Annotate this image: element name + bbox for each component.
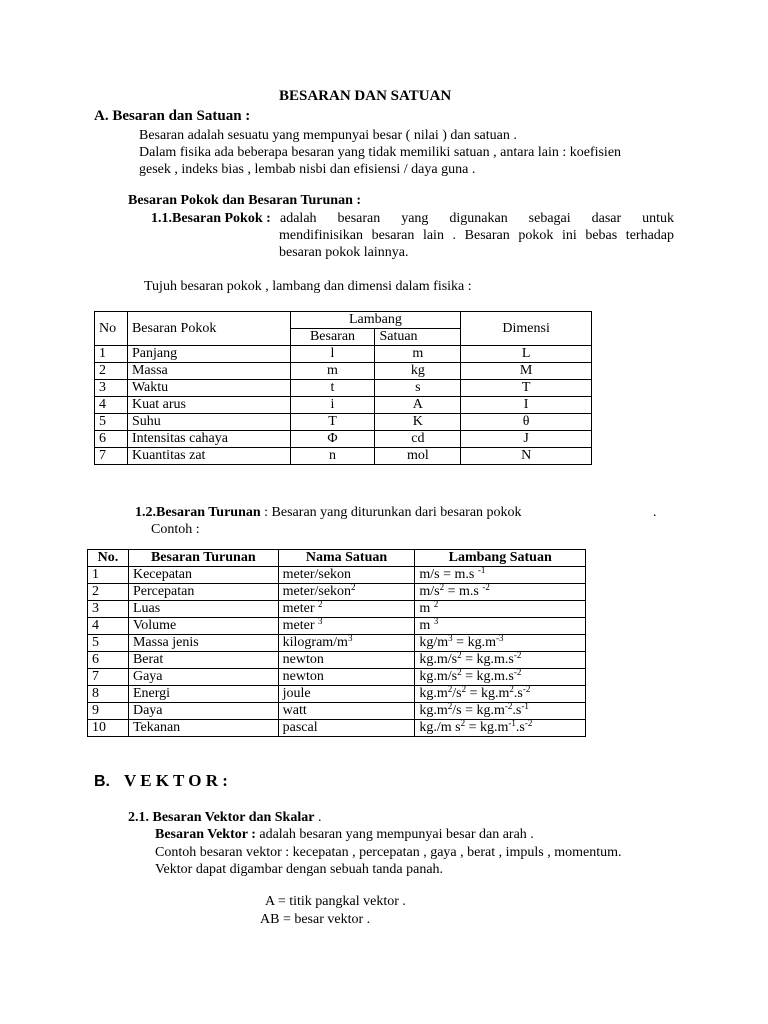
table-row xyxy=(88,686,586,703)
t2-cell-lambang-satuan: $kg.m^2/s^2 = kg.m^2.s^{-2}$ xyxy=(415,686,586,703)
t2-cell-nama-satuan: newton xyxy=(278,669,415,686)
t2-cell-no: 7 xyxy=(88,669,129,686)
t2-cell-besaran: Berat xyxy=(128,652,278,669)
t2-cell-lambang-satuan: $kg.m^2/s = kg.m^{-2}.s^{-1}$ xyxy=(415,703,586,720)
t2-cell-lambang-satuan: kg./m $s^2 = kg.m^{-1}.s^{-2}$ xyxy=(415,720,586,737)
t1-cell-no: 7 xyxy=(95,448,128,465)
t1-cell-lambang-satuan: cd xyxy=(375,431,461,448)
t2-cell-no: 6 xyxy=(88,652,129,669)
besaran-pokok-def-2: mendifinisikan besaran lain . Besaran pokok ini bebas terhadap xyxy=(279,228,674,243)
t1-cell-no: 2 xyxy=(95,363,128,380)
t1-cell-no: 1 xyxy=(95,346,128,363)
t1-cell-lambang-satuan: m xyxy=(375,346,461,363)
t2-cell-nama-satuan: watt xyxy=(278,703,415,720)
t1-cell-besaran: Suhu xyxy=(127,414,290,431)
titik-pangkal: A = titik pangkal vektor . xyxy=(265,894,406,909)
t1-cell-besaran: Waktu xyxy=(127,380,290,397)
besaran-pokok-label: 1.1.Besaran Pokok : xyxy=(151,211,271,226)
besaran-turunan-table xyxy=(87,549,586,737)
t1-cell-lambang-besaran: T xyxy=(290,414,375,431)
t1-cell-lambang-satuan: K xyxy=(375,414,461,431)
t2-cell-nama-satuan: pascal xyxy=(278,720,415,737)
t2-cell-nama-satuan: meter/sekon xyxy=(278,567,415,584)
table-row xyxy=(95,346,592,363)
vektor-skalar-dot: . xyxy=(314,810,322,825)
t1-cell-dimensi: J xyxy=(461,431,592,448)
t1-cell-no: 6 xyxy=(95,431,128,448)
t1-cell-dimensi: θ xyxy=(461,414,592,431)
besaran-vektor-text: adalah besaran yang mempunyai besar dan arah . xyxy=(255,827,534,842)
t2-cell-no: 8 xyxy=(88,686,129,703)
t1-cell-dimensi: L xyxy=(461,346,592,363)
table-row xyxy=(88,720,586,737)
t2-cell-no: 9 xyxy=(88,703,129,720)
t1-cell-lambang-besaran: i xyxy=(290,397,375,414)
besaran-pokok-def-1: adalah besaran yang digunakan sebagai dasar untuk xyxy=(280,211,674,226)
t2-cell-lambang-satuan: $kg.m/s^2 = kg.m.s^{-2}$ xyxy=(415,652,586,669)
table-row xyxy=(95,414,592,431)
t2-cell-nama-satuan: newton xyxy=(278,652,415,669)
t2-cell-lambang-satuan: $kg/m^3 = kg.m^{-3}$ xyxy=(415,635,586,652)
table-row xyxy=(95,431,592,448)
t1-cell-besaran: Kuantitas zat xyxy=(127,448,290,465)
t1-cell-lambang-satuan: kg xyxy=(375,363,461,380)
table-row xyxy=(88,635,586,652)
pokok-turunan-heading: Besaran Pokok dan Besaran Turunan : xyxy=(128,193,362,208)
table-row xyxy=(95,363,592,380)
section-a-line-3: gesek , indeks bias , lembab nisbi dan efisiensi / daya guna . xyxy=(139,162,476,177)
t1-cell-lambang-besaran: m xyxy=(290,363,375,380)
besaran-turunan-line xyxy=(135,505,522,521)
table-row xyxy=(95,448,592,465)
t1-cell-dimensi: N xyxy=(461,448,592,465)
section-a-heading: A. Besaran dan Satuan : xyxy=(94,108,251,124)
t1-cell-dimensi: M xyxy=(461,363,592,380)
besaran-pokok-table xyxy=(94,311,592,465)
t2-cell-nama-satuan: meter/sekon$^2$ xyxy=(278,584,415,601)
t2-cell-besaran: Volume xyxy=(128,618,278,635)
t2-cell-besaran: Energi xyxy=(128,686,278,703)
section-a-line-2: Dalam fisika ada beberapa besaran yang tidak memiliki satuan , antara lain : koefisien xyxy=(139,145,622,160)
t1-header-lambang-satuan: Satuan xyxy=(375,329,461,346)
contoh-label: Contoh : xyxy=(151,522,200,537)
table-row xyxy=(88,669,586,686)
t2-cell-nama-satuan: meter $^2$ xyxy=(278,601,415,618)
besaran-vektor-label: Besaran Vektor : xyxy=(155,827,256,842)
t1-header-no: No xyxy=(95,312,128,346)
page-title: BESARAN DAN SATUAN xyxy=(279,88,452,104)
t1-cell-besaran: Kuat arus xyxy=(127,397,290,414)
t2-cell-besaran: Gaya xyxy=(128,669,278,686)
t2-cell-lambang-satuan: m/s = m.s $^{-1}$ xyxy=(415,567,586,584)
t2-cell-lambang-satuan: $m/s^2 = m.s$ $^{-2}$ xyxy=(415,584,586,601)
t2-cell-no: 3 xyxy=(88,601,129,618)
t1-cell-besaran: Massa xyxy=(127,363,290,380)
vektor-skalar-heading: 2.1. Besaran Vektor dan Skalar xyxy=(128,810,315,825)
t1-cell-lambang-besaran: n xyxy=(290,448,375,465)
t1-cell-lambang-satuan: mol xyxy=(375,448,461,465)
t1-cell-lambang-satuan: s xyxy=(375,380,461,397)
t1-cell-no: 3 xyxy=(95,380,128,397)
t1-cell-dimensi: I xyxy=(461,397,592,414)
section-a-line-1: Besaran adalah sesuatu yang mempunyai besar ( nilai ) dan satuan . xyxy=(139,128,517,143)
t2-cell-lambang-satuan: $kg.m/s^2 = kg.m.s^{-2}$ xyxy=(415,669,586,686)
t2-cell-besaran: Massa jenis xyxy=(128,635,278,652)
t1-header-dimensi: Dimensi xyxy=(461,312,592,346)
contoh-vektor: Contoh besaran vektor : kecepatan , percepatan , gaya , berat , impuls , momentum. xyxy=(155,845,622,860)
t1-header-lambang-besaran: Besaran xyxy=(290,329,375,346)
vektor-panah: Vektor dapat digambar dengan sebuah tanda panah. xyxy=(155,862,444,877)
t1-cell-dimensi: T xyxy=(461,380,592,397)
table-row xyxy=(88,584,586,601)
t2-header-no: No. xyxy=(88,550,129,567)
t1-cell-lambang-satuan: A xyxy=(375,397,461,414)
t2-cell-lambang-satuan: m $^3$ xyxy=(415,618,586,635)
t2-header-lambang: Lambang Satuan xyxy=(415,550,586,567)
besaran-turunan-dot: . xyxy=(653,505,657,520)
t1-cell-no: 5 xyxy=(95,414,128,431)
t2-cell-nama-satuan: joule xyxy=(278,686,415,703)
t2-cell-besaran: Kecepatan xyxy=(128,567,278,584)
section-b-letter: B. xyxy=(94,773,110,790)
t2-cell-no: 1 xyxy=(88,567,129,584)
pokok-intro: Tujuh besaran pokok , lambang dan dimensi dalam fisika : xyxy=(144,279,472,294)
t2-cell-no: 10 xyxy=(88,720,129,737)
besaran-pokok-def-3: besaran pokok lainnya. xyxy=(279,245,409,260)
table-row xyxy=(88,567,586,584)
besaran-turunan-label: 1.2.Besaran Turunan xyxy=(135,505,261,520)
t2-cell-nama-satuan: meter $^3$ xyxy=(278,618,415,635)
t2-cell-no: 2 xyxy=(88,584,129,601)
vektor-skalar-line xyxy=(128,810,321,826)
t2-cell-besaran: Daya xyxy=(128,703,278,720)
t1-cell-besaran: Intensitas cahaya xyxy=(127,431,290,448)
section-b-heading: V E K T O R : xyxy=(124,771,228,790)
t1-cell-lambang-besaran: t xyxy=(290,380,375,397)
t1-cell-besaran: Panjang xyxy=(127,346,290,363)
t2-header-nama: Nama Satuan xyxy=(278,550,415,567)
t2-cell-besaran: Percepatan xyxy=(128,584,278,601)
t1-header-besaran: Besaran Pokok xyxy=(127,312,290,346)
table-row xyxy=(88,652,586,669)
besaran-turunan-text: : Besaran yang diturunkan dari besaran pokok xyxy=(260,505,522,520)
t1-cell-lambang-besaran: Φ xyxy=(290,431,375,448)
table-row xyxy=(88,601,586,618)
besaran-vektor-def xyxy=(155,827,534,843)
t1-header-lambang: Lambang xyxy=(290,312,461,329)
t2-cell-lambang-satuan: m $^2$ xyxy=(415,601,586,618)
table-row xyxy=(88,703,586,720)
table-row xyxy=(95,397,592,414)
t2-cell-besaran: Luas xyxy=(128,601,278,618)
t1-cell-lambang-besaran: l xyxy=(290,346,375,363)
t2-cell-besaran: Tekanan xyxy=(128,720,278,737)
table-row xyxy=(88,618,586,635)
table-row xyxy=(95,380,592,397)
t2-cell-nama-satuan: kilogram/$m^3$ xyxy=(278,635,415,652)
t1-cell-no: 4 xyxy=(95,397,128,414)
besar-vektor: AB = besar vektor . xyxy=(260,912,371,927)
t2-cell-no: 5 xyxy=(88,635,129,652)
t2-cell-no: 4 xyxy=(88,618,129,635)
t2-header-besaran: Besaran Turunan xyxy=(128,550,278,567)
